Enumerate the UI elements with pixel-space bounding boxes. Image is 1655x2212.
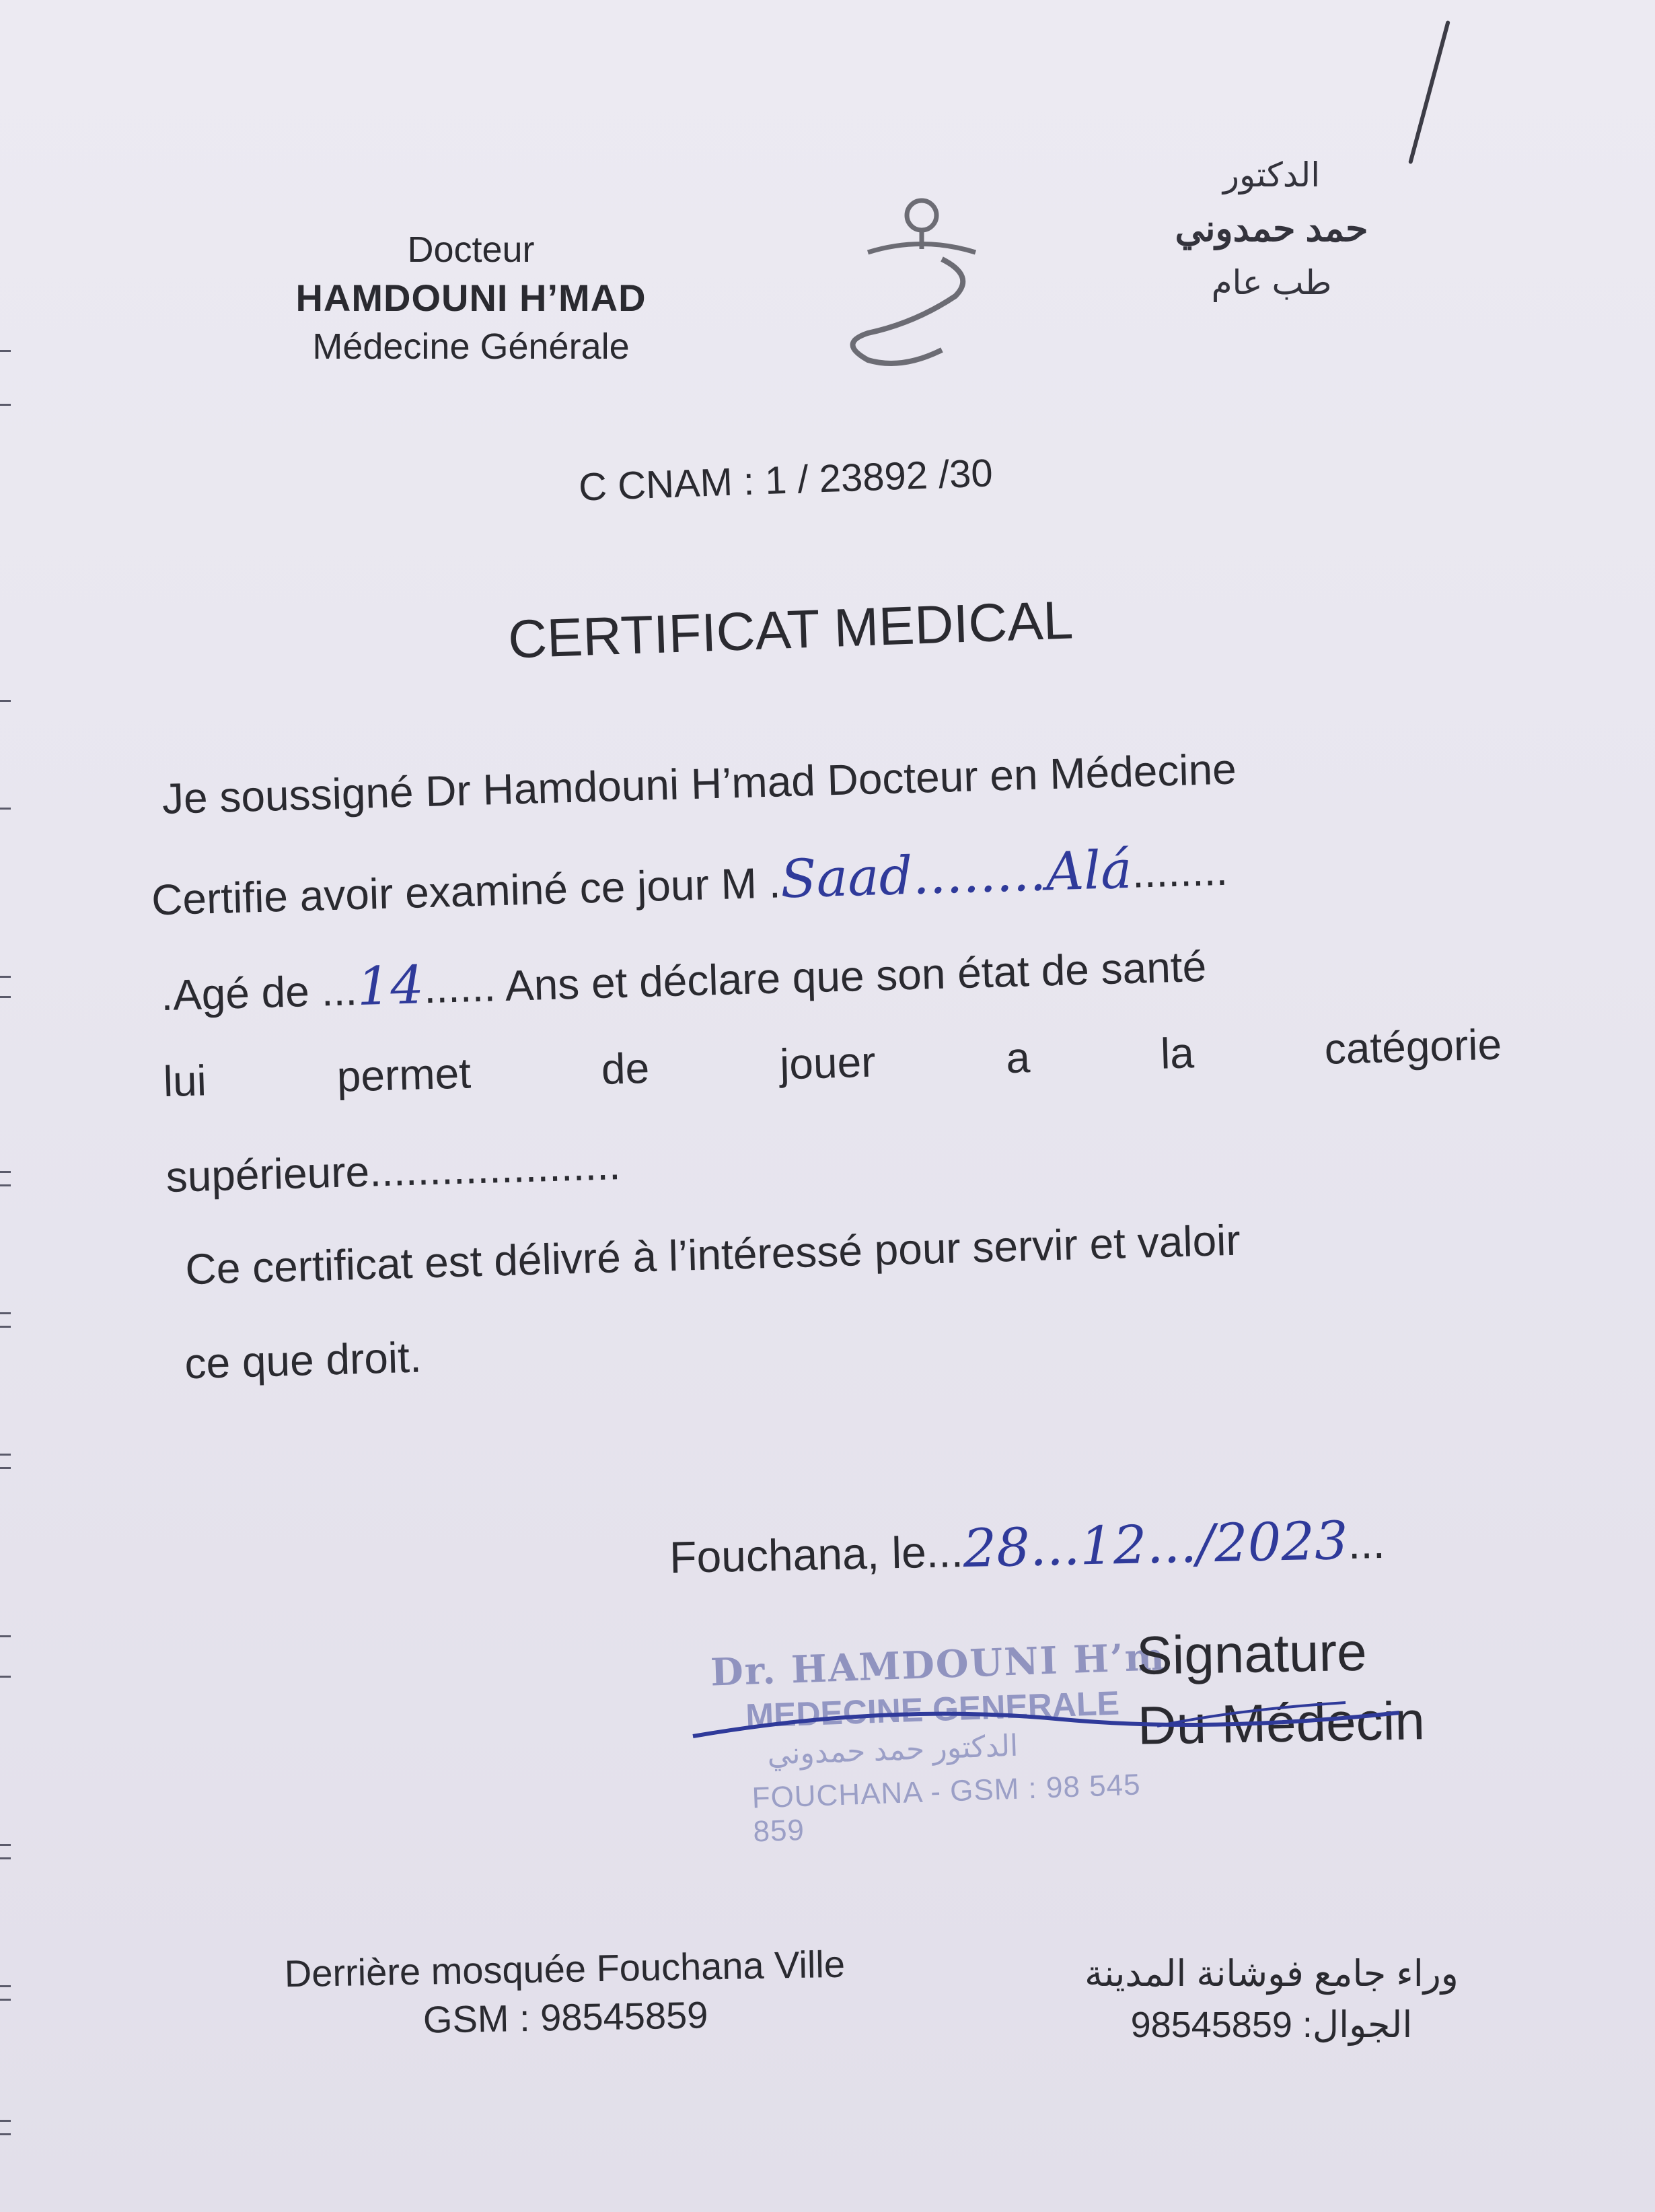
body-line-1: Je soussigné Dr Hamdouni H’mad Docteur en Médecine: [161, 744, 1237, 823]
age-handwritten: 14: [356, 955, 425, 1018]
stamp-arabic-name: الدكتور حمد حمدوني: [766, 1729, 1019, 1771]
header-title-arabic: الدكتور: [1222, 156, 1321, 194]
patient-name-handwritten: Saad........Alá: [779, 839, 1133, 911]
edge-perforation-marks: [0, 0, 13, 2212]
date-dots: ...: [1347, 1517, 1386, 1569]
examined-text: Certifie avoir examiné ce jour M .: [151, 858, 782, 925]
footer-french: [215, 1939, 916, 2048]
doctor-header-french: [262, 225, 679, 371]
doctor-specialty: Médecine Générale: [312, 326, 630, 367]
stamp-contact: FOUCHANA - GSM : 98 545 859: [751, 1768, 1142, 1849]
phone-arabic: الجوال: 98545859: [1130, 2005, 1413, 2045]
doctor-specialty-arabic: طب عام: [1211, 264, 1332, 301]
word: la: [1159, 1028, 1195, 1078]
doctor-name: HAMDOUNI H’MAD: [295, 277, 647, 319]
phone-french: GSM : 98545859: [422, 1993, 708, 2041]
place-label: Fouchana, le...: [669, 1526, 964, 1583]
word: de: [600, 1043, 651, 1094]
body-line-4: [163, 1020, 1502, 1107]
cnam-number: C CNAM : 1 / 23892 /30: [578, 451, 994, 509]
address-french: Derrière mosquée Fouchana Ville: [284, 1942, 846, 1995]
age-suffix-text: ...... Ans et déclare que son état de santé: [423, 941, 1208, 1013]
date-line: [669, 1510, 1385, 1585]
stamp-specialty: MEDECINE GENERALE: [745, 1684, 1120, 1735]
word: catégorie: [1323, 1020, 1502, 1073]
word: jouer: [779, 1037, 877, 1089]
body-line-5: supérieure.....................: [165, 1140, 622, 1202]
signature-line-1: Signature: [1136, 1621, 1368, 1686]
footer-arabic: [1063, 1948, 1480, 2050]
handwritten-signature: [686, 1662, 1440, 1770]
age-label: .Agé de ...: [160, 966, 358, 1020]
doctor-header-arabic: [1157, 148, 1386, 310]
date-handwritten: 28...12.../2023: [962, 1511, 1349, 1579]
word: permet: [336, 1048, 472, 1101]
caduceus-logo-icon: [841, 188, 1002, 384]
body-line-7: ce que droit.: [184, 1332, 422, 1388]
word: lui: [162, 1056, 207, 1106]
stamp-name: Dr. HAMDOUNI H’m: [710, 1635, 1167, 1695]
staple-pin: [1408, 20, 1450, 164]
certificate-body: [151, 736, 1502, 1388]
body-line-2: [151, 837, 1228, 928]
body-line-3: [160, 933, 1207, 1023]
doctor-name-arabic: حمد حمدوني: [1175, 209, 1368, 249]
word: a: [1005, 1033, 1031, 1083]
body-line-6: Ce certificat est délivré à l’intéressé pour servir et valoir: [184, 1215, 1241, 1294]
signature-line-2: Du Médecin: [1137, 1690, 1426, 1756]
header-title: Docteur: [407, 229, 535, 270]
name-dots: ........: [1131, 845, 1228, 897]
document-title: CERTIFICAT MEDICAL: [507, 590, 1074, 670]
address-arabic: وراء جامع فوشانة المدينة: [1084, 1954, 1459, 1994]
